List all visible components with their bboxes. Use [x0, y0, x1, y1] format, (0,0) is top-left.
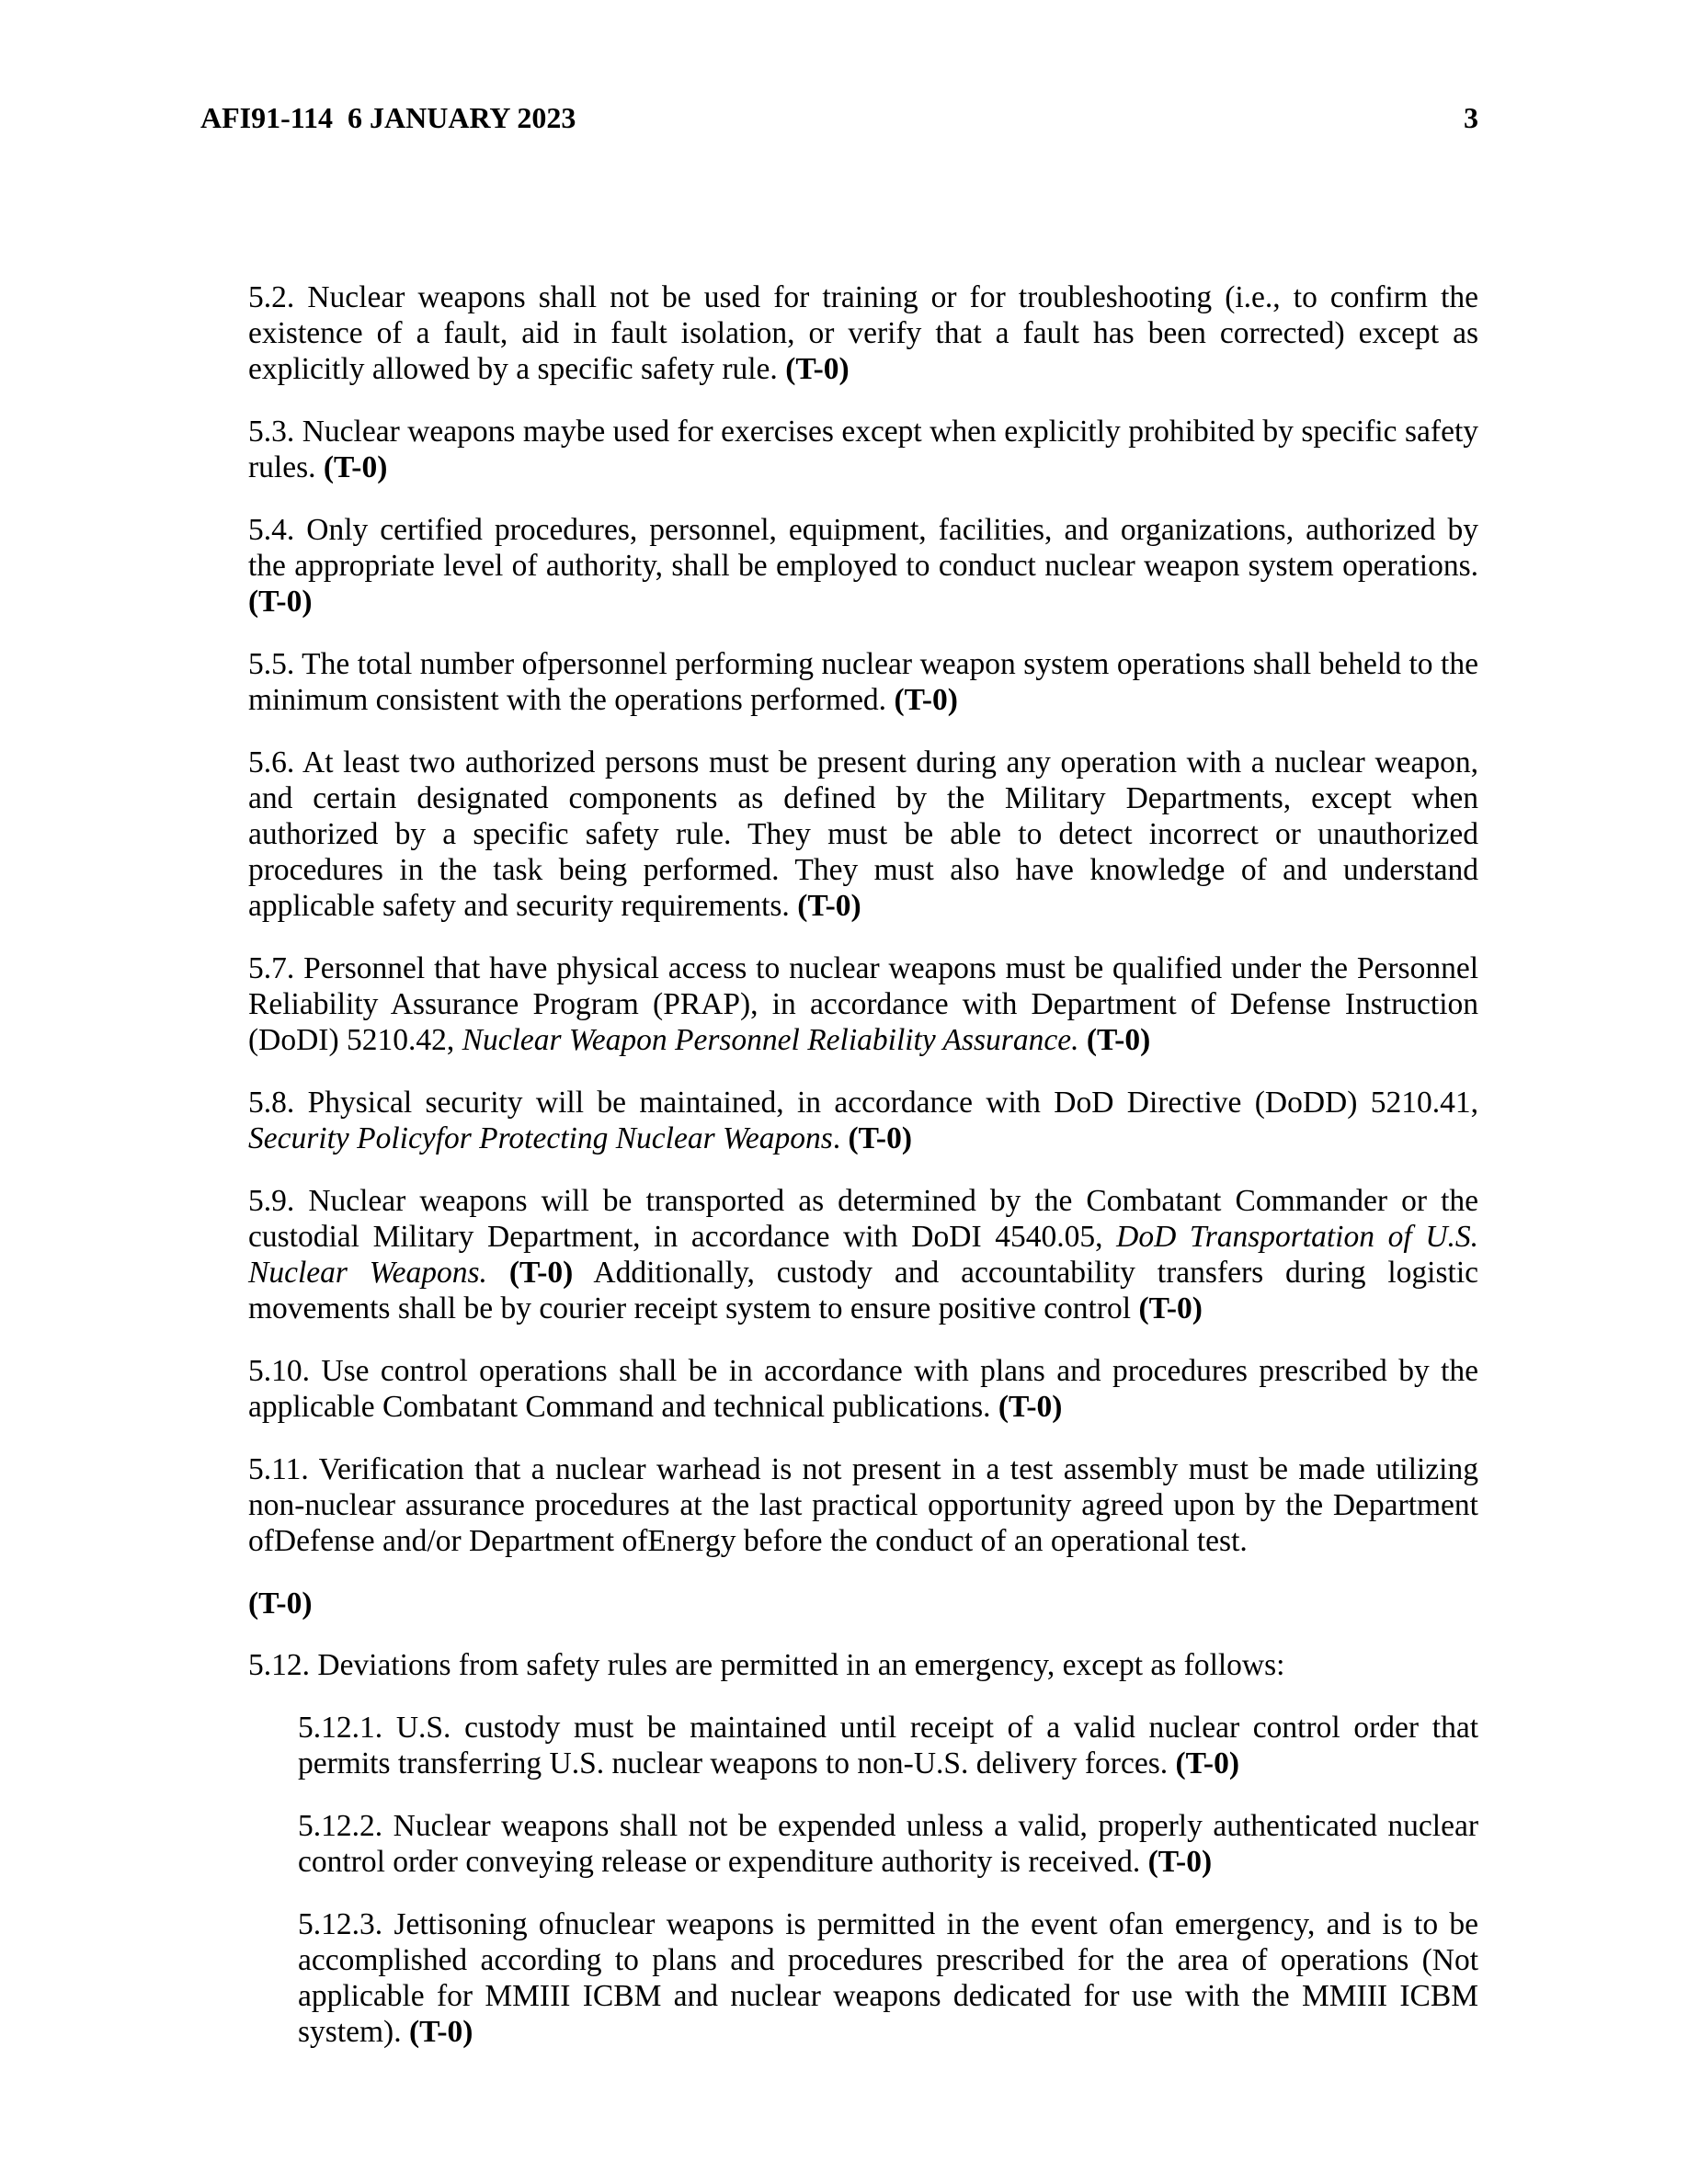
- tier-waiver-label: (T-0): [1086, 1023, 1151, 1057]
- page-number: 3: [1464, 101, 1478, 134]
- paragraph-text: The total number ofpersonnel performing nuclear weapon system operations shall beheld to the minimum consistent with the operations performed.: [248, 647, 1478, 717]
- paragraph-text: Jettisoning ofnuclear weapons is permitted in the event ofan emergency, and is to be accomplished according to plans and procedures prescribed for the area of operations (Not applicable for MMIII ICBM and nuclear weapons dedicated for use with the MMIII ICBM system).: [298, 1907, 1479, 2049]
- paragraph-5-7: [248, 950, 1478, 1058]
- paragraph-5-12-2: [298, 1808, 1478, 1880]
- paragraph-text: At least two authorized persons must be present during any operation with a nuclear weapon, and certain designated components as defined by the Military Departments, except when authorized by a specific safety rule. They must be able to detect incorrect or unauthorized procedures in the task being performed. They must also have knowledge of and understand applicable safety and security requirements.: [248, 745, 1479, 923]
- paragraph-5-12: [248, 1647, 1478, 1683]
- tier-waiver-label: (T-0): [797, 889, 861, 923]
- paragraph-number: 5.12.3.: [298, 1907, 383, 1941]
- paragraph-number: 5.4.: [248, 513, 295, 547]
- paragraph-5-4: [248, 512, 1478, 620]
- paragraph-5-12-1: [298, 1710, 1478, 1781]
- tier-waiver-label: (T-0): [1147, 1845, 1213, 1879]
- paragraph-5-10: [248, 1353, 1478, 1425]
- paragraph-text: Verification that a nuclear warhead is not present in a test assembly must be made utilizing non-nuclear assurance procedures at the last practical opportunity agreed upon by the Department ofDefense and/or Department ofEnergy before the conduct of an operational test.: [248, 1452, 1478, 1558]
- tier-waiver-label: (T-0): [248, 1587, 313, 1621]
- tier-waiver-label: (T-0): [248, 585, 313, 619]
- paragraph-text: Nuclear weapons shall not be used for training or for troubleshooting (i.e., to confirm the existence of a fault, aid in fault isolation, or verify that a fault has been corrected) except as explicitly allowed by a specific safety rule.: [248, 280, 1478, 386]
- tier-waiver-label: (T-0): [1175, 1746, 1239, 1780]
- paragraph-number: 5.8.: [248, 1086, 295, 1120]
- document-body: [248, 279, 1478, 2076]
- paragraph-number: 5.12.1.: [298, 1711, 383, 1745]
- document-reference-title: Security Policyfor Protecting Nuclear Weapons: [248, 1121, 833, 1155]
- paragraph-number: 5.5.: [248, 647, 295, 681]
- punctuation: .: [832, 1121, 841, 1155]
- paragraph-text: Only certified procedures, personnel, equipment, facilities, and organizations, authorized by the appropriate level of authority, shall be employed to conduct nuclear weapon system operations.: [248, 513, 1478, 583]
- paragraph-text: Personnel that have physical access to nuclear weapons must be qualified under the Personnel Reliability Assurance Program (PRAP), in accordance with Department of Defense Instruction (DoDI) 5210.42,: [248, 951, 1479, 1057]
- paragraph-text: Nuclear weapons will be transported as determined by the Combatant Commander or the custodial Military Department, in accordance with DoDI 4540.05,: [248, 1184, 1479, 1254]
- document-reference-title: Nuclear Weapon Personnel Reliability Assurance.: [462, 1023, 1079, 1057]
- paragraph-5-2: [248, 279, 1478, 387]
- paragraph-5-9: [248, 1183, 1478, 1326]
- tier-waiver-label: (T-0): [408, 2015, 473, 2049]
- paragraph-5-11-tier: [248, 1586, 1478, 1621]
- page-header: [200, 97, 1478, 138]
- paragraph-number: 5.2.: [248, 280, 295, 314]
- paragraph-5-11: [248, 1451, 1478, 1559]
- paragraph-text: Physical security will be maintained, in accordance with DoD Directive (DoDD) 5210.41,: [307, 1086, 1479, 1120]
- tier-waiver-label: (T-0): [1138, 1291, 1203, 1325]
- paragraph-number: 5.12.: [248, 1648, 310, 1682]
- tier-waiver-label: (T-0): [998, 1390, 1063, 1424]
- paragraph-text: Nuclear weapons shall not be expended unless a valid, properly authenticated nuclear control order conveying release or expenditure authority is received.: [298, 1809, 1478, 1879]
- tier-waiver-label: (T-0): [508, 1256, 574, 1290]
- paragraph-number: 5.12.2.: [298, 1809, 383, 1843]
- tier-waiver-label: (T-0): [323, 450, 388, 484]
- tier-waiver-label: (T-0): [894, 683, 958, 717]
- paragraph-text: Deviations from safety rules are permitted in an emergency, except as follows:: [317, 1648, 1285, 1682]
- paragraph-number: 5.7.: [248, 951, 295, 985]
- paragraph-5-3: [248, 414, 1478, 485]
- paragraph-5-5: [248, 646, 1478, 718]
- paragraph-number: 5.11.: [248, 1452, 309, 1486]
- tier-waiver-label: (T-0): [848, 1121, 912, 1155]
- paragraph-number: 5.6.: [248, 745, 295, 779]
- paragraph-5-8: [248, 1085, 1478, 1156]
- paragraph-5-6: [248, 745, 1478, 924]
- document-reference-title: DoD Transportation of U.S. Nuclear Weapons.: [248, 1220, 1479, 1290]
- paragraph-text: Nuclear weapons maybe used for exercises except when explicitly prohibited by specific safety rules.: [248, 415, 1479, 484]
- tier-waiver-label: (T-0): [785, 352, 850, 386]
- paragraph-number: 5.3.: [248, 415, 295, 449]
- paragraph-number: 5.10.: [248, 1354, 310, 1388]
- paragraph-number: 5.9.: [248, 1184, 295, 1218]
- paragraph-text-continued: Additionally, custody and accountability transfers during logistic movements shall be by courier receipt system to ensure positive control: [248, 1256, 1479, 1325]
- paragraph-text: U.S. custody must be maintained until receipt of a valid nuclear control order that permits transferring U.S. nuclear weapons to non-U.S. delivery forces.: [298, 1711, 1478, 1780]
- paragraph-text: Use control operations shall be in accordance with plans and procedures prescribed by the applicable Combatant Command and technical publications.: [248, 1354, 1478, 1424]
- paragraph-5-12-3: [298, 1906, 1478, 2050]
- document-id: AFI91-114 6 JANUARY 2023: [200, 101, 576, 134]
